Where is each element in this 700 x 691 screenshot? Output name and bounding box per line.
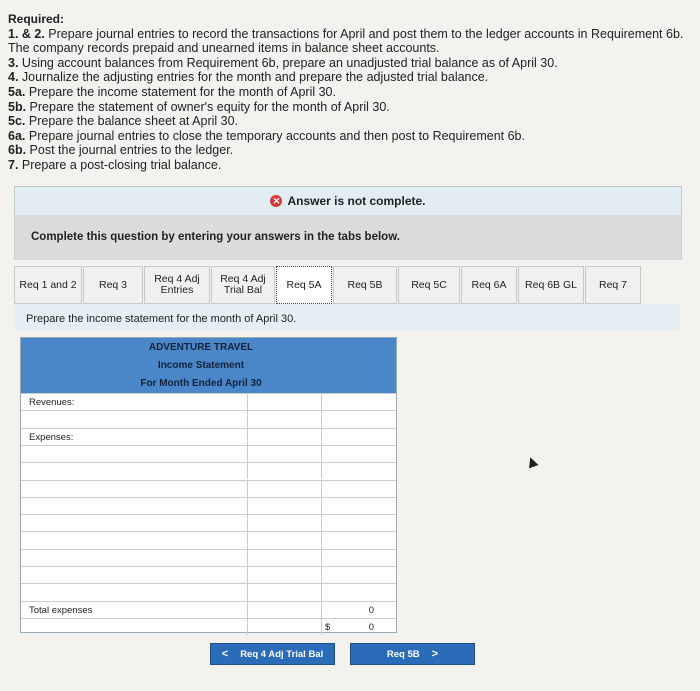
tab-label-line1: Req 5B — [347, 278, 383, 291]
row-label: Revenues: — [29, 397, 75, 408]
total-cell[interactable] — [321, 446, 322, 462]
tab-label-line1: Req 4 Adj — [154, 273, 200, 285]
prev-tab-label: Req 4 Adj Trial Bal — [240, 648, 324, 660]
requirement-line — [8, 70, 700, 85]
statement-input-row — [21, 566, 396, 583]
amount-cell[interactable] — [247, 411, 248, 427]
requirement-number: 5c. — [8, 114, 26, 129]
tab-req-6b-gl[interactable] — [518, 266, 584, 304]
total-cell[interactable] — [321, 481, 322, 497]
chevron-right-icon: > — [431, 648, 439, 660]
total-cell[interactable] — [321, 550, 322, 566]
statement-input-row — [21, 531, 396, 548]
answer-status-text: Answer is not complete. — [287, 194, 426, 208]
row-label: Expenses: — [29, 431, 74, 443]
requirement-line — [8, 129, 700, 144]
requirement-tabs — [14, 266, 680, 304]
total-cell[interactable] — [321, 498, 322, 514]
tab-label-line1: Req 6B GL — [525, 278, 577, 291]
statement-header — [21, 338, 396, 393]
statement-input-row — [21, 514, 396, 531]
tab-req-3[interactable] — [83, 266, 143, 304]
answer-status-banner — [14, 186, 682, 216]
total-cell[interactable] — [321, 463, 322, 479]
requirement-line — [8, 56, 700, 71]
amount-cell[interactable] — [247, 532, 248, 548]
statement-input-row — [21, 549, 396, 566]
total-cell[interactable] — [321, 602, 322, 618]
amount-cell[interactable] — [247, 619, 248, 635]
tab-label-line1: Req 7 — [598, 278, 628, 291]
tab-req-4-adj-trial-bal[interactable] — [211, 266, 275, 304]
chevron-left-icon: < — [221, 648, 229, 660]
section-prompt — [14, 304, 680, 330]
requirement-text: Prepare journal entries to close the temporary accounts and then post to Requirement 6b. — [25, 128, 525, 143]
mouse-cursor-icon — [526, 456, 539, 469]
amount-cell[interactable] — [247, 429, 248, 445]
requirement-line — [8, 27, 700, 56]
amount-cell[interactable] — [247, 481, 248, 497]
row-label: Total expenses — [29, 604, 93, 616]
amount-cell[interactable] — [247, 515, 248, 531]
requirement-number: 6b. — [8, 143, 27, 158]
requirement-text: Journalize the adjusting entries for the month and prepare the adjusted trial balance. — [18, 70, 489, 85]
tab-label-line1: Req 3 — [98, 278, 128, 291]
requirement-number: 3. — [8, 55, 19, 70]
net-income-value: 0 — [368, 621, 374, 633]
statement-period: For Month Ended April 30 — [140, 378, 262, 389]
total-cell[interactable] — [321, 515, 322, 531]
statement-input-row — [21, 480, 396, 497]
statement-input-row — [21, 497, 396, 514]
requirement-text: Prepare the income statement for the month of April 30. — [25, 84, 336, 99]
requirement-text: Prepare the balance sheet at April 30. — [25, 114, 239, 129]
total-cell[interactable] — [321, 411, 322, 427]
requirement-line — [8, 158, 700, 173]
requirements-block — [8, 12, 700, 173]
requirement-text: Using account balances from Requirement 6b, prepare an unadjusted trial balance as of April 30. — [18, 55, 558, 70]
statement-input-row — [21, 410, 396, 427]
amount-cell[interactable] — [247, 446, 248, 462]
requirement-number: 7. — [8, 157, 19, 172]
statement-input-row — [21, 445, 396, 462]
tab-req-7[interactable] — [585, 266, 641, 304]
statement-input-row — [21, 462, 396, 479]
tab-req-4-adj-entries[interactable] — [144, 266, 210, 304]
next-tab-button[interactable] — [350, 643, 475, 665]
section-prompt-text: Prepare the income statement for the month of April 30. — [26, 313, 297, 325]
total-cell[interactable] — [321, 584, 322, 600]
tab-req-6a[interactable] — [461, 266, 517, 304]
tab-label-line2: Trial Bal — [223, 284, 263, 296]
total-expenses-value: 0 — [368, 604, 374, 616]
tab-label-line1: Req 5C — [411, 278, 447, 291]
dollar-sign: $ — [325, 621, 331, 633]
tab-label-line1: Req 5A — [286, 278, 322, 291]
requirement-number: 4. — [8, 70, 19, 85]
amount-cell[interactable] — [247, 463, 248, 479]
tab-label-line2: Entries — [160, 284, 194, 296]
requirement-number: 1. & 2. — [8, 26, 45, 41]
requirement-line — [8, 100, 700, 115]
company-name: ADVENTURE TRAVEL — [148, 342, 254, 353]
statement-name: Income Statement — [157, 360, 245, 371]
requirement-line — [8, 143, 700, 158]
prev-tab-button[interactable] — [210, 643, 335, 665]
requirement-number: 5b. — [8, 99, 27, 114]
amount-cell[interactable] — [247, 498, 248, 514]
requirement-text: Prepare the statement of owner's equity for the month of April 30. — [26, 99, 390, 114]
statement-input-row — [21, 618, 396, 635]
amount-cell[interactable] — [247, 567, 248, 583]
total-cell[interactable] — [321, 619, 322, 635]
amount-cell[interactable] — [247, 550, 248, 566]
tab-label-line1: Req 1 and 2 — [19, 278, 77, 291]
requirement-number: 6a. — [8, 128, 26, 143]
total-cell[interactable] — [321, 394, 322, 410]
tab-req-5a[interactable] — [276, 266, 332, 304]
statement-row — [21, 393, 396, 410]
statement-input-row — [21, 583, 396, 600]
tab-label-line1: Req 6A — [471, 278, 507, 291]
amount-cell[interactable] — [247, 394, 248, 410]
tab-req-5b[interactable] — [333, 266, 397, 304]
amount-cell[interactable] — [247, 602, 248, 618]
statement-row — [21, 428, 396, 445]
amount-cell[interactable] — [247, 584, 248, 600]
tab-req-5c[interactable] — [398, 266, 460, 304]
instruction-box — [14, 215, 682, 260]
requirement-text: Prepare journal entries to record the transactions for April and post them to the ledger accounts in Requirement 6b. The company records prepaid and unearned items in balance sheet accounts. — [8, 26, 684, 56]
required-title: Required: — [8, 12, 65, 26]
instruction-text: Complete this question by entering your answers in the tabs below. — [31, 231, 400, 243]
next-tab-label: Req 5B — [386, 648, 420, 660]
tab-req-1-and-2[interactable] — [14, 266, 82, 304]
requirement-number: 5a. — [8, 84, 26, 99]
requirement-line — [8, 114, 700, 129]
total-cell[interactable] — [321, 532, 322, 548]
error-x-icon: ✕ — [270, 195, 282, 207]
total-cell[interactable] — [321, 429, 322, 445]
statement-row — [21, 601, 396, 618]
total-cell[interactable] — [321, 567, 322, 583]
requirement-text: Prepare a post-closing trial balance. — [18, 157, 222, 172]
requirement-text: Post the journal entries to the ledger. — [26, 143, 234, 158]
requirement-line — [8, 85, 700, 100]
tab-label-line1: Req 4 Adj — [220, 273, 266, 285]
income-statement-table — [20, 337, 397, 633]
